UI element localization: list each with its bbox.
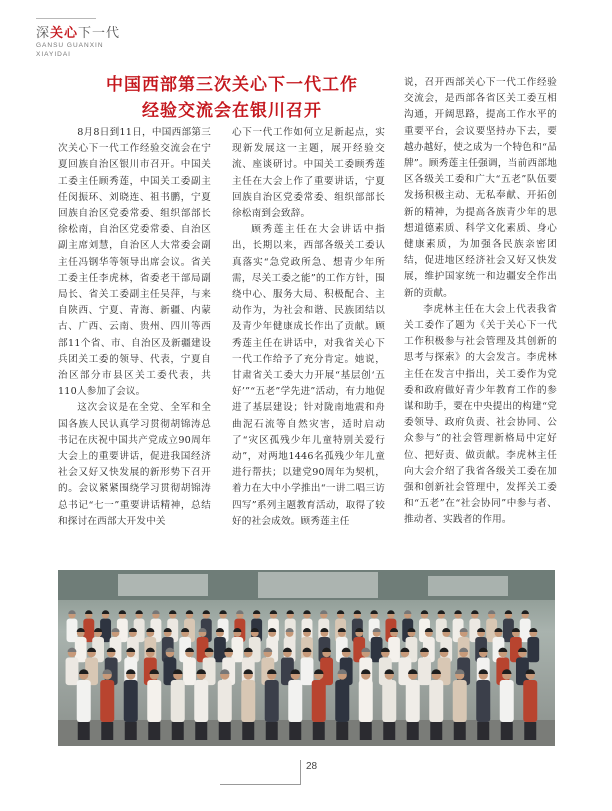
column-1 <box>58 125 211 530</box>
person-legs <box>78 722 90 740</box>
footer-rule-vertical <box>300 760 301 784</box>
person-legs <box>407 722 419 740</box>
person-body <box>500 680 514 722</box>
column-3 <box>404 75 557 529</box>
person-legs <box>195 722 207 740</box>
person-legs <box>125 722 137 740</box>
person-body <box>312 680 326 722</box>
page-number: 28 <box>306 761 318 772</box>
person-body <box>335 680 349 722</box>
paragraph: 心下一代工作如何立足新起点，实现新发展这一主题，展开经验交流、座谈研讨。中国关工委顾秀莲主任在大会上作了重要讲话，宁夏回族自治区党委常委、组织部部长徐松南到会致辞。 <box>232 127 385 220</box>
paragraph: 李虎林主任在大会上代表我省关工委作了题为《关于关心下一代工作积极参与社会管理及其创新的思考与探索》的大会发言。李虎林主任在发言中指出，关工委作为党委和政府做好青少年教育工作的参谋和助手，要在中央提出的构建“党委领导、政府负责、社会协同、公众参与”的社会管理新格局中定好位、把好责、做贡献。李虎林主任向大会介绍了我省各级关工委在加强和创新社会管理中，发挥关工委和“五老”在“社会协同”中参与者、推动者、实践者的作用。 <box>404 303 557 526</box>
group-photo-image <box>58 570 555 746</box>
person-legs <box>360 722 372 740</box>
person-body <box>418 658 431 686</box>
person-body <box>382 680 396 722</box>
paragraph: 顾秀莲主任在大会讲话中指出，长期以来，西部各级关工委认真落实“急党政所急、想青少年所需，尽关工委之能”的工作方针，围绕中心、服务大局、积极配合、主动作为，为社会和谐、民族团结以及青少年健康成长作出了贡献。顾秀莲主任在讲话中，对我省关心下一代工作给予了充分肯定。她说，甘肃省关工委大力开展“基层创‘五好’”“五老”学先进”活动，有力地促进了基层建设；针对陇南地震和舟曲泥石流等自然灾害，适时启动了“灾区孤残少年儿童特别关爱行动”，对两地1446名孤残少年儿童进行帮扶；以建党90周年为契机，着力在大中小学推出“一讲二唱三访四写”系列主题教育活动，取得了较好的社会成效。顾秀莲主任 <box>232 224 385 527</box>
person-legs <box>172 722 184 740</box>
person-body <box>100 680 114 722</box>
masthead <box>36 22 120 59</box>
person-body <box>218 680 232 722</box>
person-body <box>301 658 314 686</box>
person-legs <box>477 722 489 740</box>
person-body <box>124 680 138 722</box>
masthead-english-1: GANSU GUANXIN <box>36 42 104 49</box>
person-legs <box>454 722 466 740</box>
person-legs <box>501 722 513 740</box>
masthead-rule <box>36 18 96 19</box>
person-body <box>77 680 91 722</box>
person-legs <box>219 722 231 740</box>
person-body <box>476 680 490 722</box>
group-photo <box>58 570 555 746</box>
person-body <box>265 680 279 722</box>
person-legs <box>313 722 325 740</box>
person-legs <box>289 722 301 740</box>
masthead-english-2: XIAYIDAI <box>36 51 71 58</box>
person-body <box>194 680 208 722</box>
person-body <box>453 680 467 722</box>
person-legs <box>148 722 160 740</box>
masthead-title <box>36 22 120 41</box>
person-legs <box>101 722 113 740</box>
person-body <box>523 680 537 722</box>
person-legs <box>383 722 395 740</box>
article-title <box>62 72 402 124</box>
paragraph: 8月8日到11日，中国西部第三次关心下一代工作经验交流会在宁夏回族自治区银川市召开。中国关工委主任顾秀莲，中国关工委副主任闵振环、刘晓连、祖书鹏，宁夏回族自治区党委常委、组织部部长徐松南，自治区党委常委、自治区副主席刘慧，自治区人大常委会副主任冯钢华等领导出席会议。省关工委主任李虎林，省委老干部局副局长、省关工委副主任吴萍，与来自陕西、宁夏、青海、新疆、内蒙古、广西、云南、贵州、四川等西部11个省、市、自治区及新疆建设兵团关工委的领导、代表，宁夏自治区部分市县区关工委代表，共110人参加了会议。 <box>58 127 211 398</box>
person-body <box>406 680 420 722</box>
article-title-line1: 中国西部第三次关心下一代工作 <box>106 75 358 95</box>
person-body <box>147 680 161 722</box>
paragraph: 这次会议是在全党、全军和全国各族人民认真学习贯彻胡锦涛总书记在庆祝中国共产党成立90周年大会上的重要讲话，促进我国经济社会又好又快发展的新形势下召开的。会议紧紧围绕学习贯彻胡锦涛总书记“七一”重要讲话精神，总结和探讨在西部大开发中关 <box>58 402 211 527</box>
person-body <box>183 658 196 686</box>
person-legs <box>430 722 442 740</box>
footer-rule-horizontal <box>220 784 301 785</box>
person-body <box>359 680 373 722</box>
person-legs <box>524 722 536 740</box>
column-2 <box>232 125 385 530</box>
masthead-suffix: 下一代 <box>78 26 121 41</box>
person-body <box>171 680 185 722</box>
person-legs <box>336 722 348 740</box>
person-body <box>429 680 443 722</box>
article-title-line2: 经验交流会在银川召开 <box>142 101 322 121</box>
person-legs <box>242 722 254 740</box>
masthead-prefix: 深 <box>36 26 51 41</box>
masthead-highlight: 关心 <box>50 26 79 41</box>
person-body <box>241 680 255 722</box>
person-body <box>66 658 79 686</box>
person-body <box>288 680 302 722</box>
person-body <box>527 637 539 662</box>
paragraph: 说，召开西部关心下一代工作经验交流会，是西部各省区关工委互相沟通，开阔思路，提高工作水平的重要平台，会议要坚持办下去，要越办越好，使之成为一个特色和“品牌”。顾秀莲主任强调，当前西部地区各级关工委和广大“五老”队伍要发扬积极主动、无私奉献、开拓创新的精神，为提高各族青少年的思想道德素质、科学文化素质、身心健康素质，为加强各民族亲密团结，促进地区经济社会又好又快发展，维护国家统一和边疆安全作出新的贡献。 <box>404 77 557 299</box>
person-legs <box>266 722 278 740</box>
